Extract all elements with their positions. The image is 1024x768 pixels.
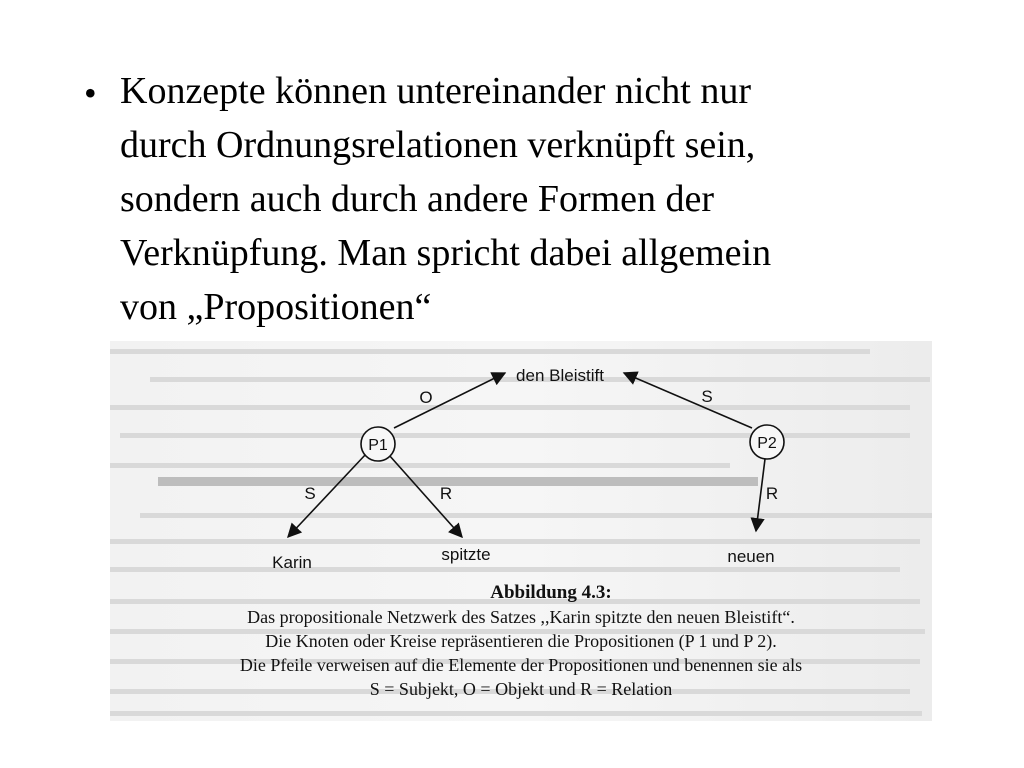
caption-title: Abbildung 4.3:: [490, 582, 612, 603]
edge-p2-neuen: [756, 459, 765, 531]
edge-label-p2-r: R: [765, 484, 779, 503]
bullet-line: Konzepte können untereinander nicht nur: [120, 70, 751, 112]
bullet-line: von „Propositionen“: [120, 286, 432, 328]
bullet-text: [120, 64, 964, 334]
caption-line: S = Subjekt, O = Objekt und R = Relation: [369, 679, 673, 699]
caption-line: Das propositionale Netzwerk des Satzes ,,Karin spitzte den neuen Bleistift“.: [247, 607, 795, 627]
bullet-line: Verknüpfung. Man spricht dabei allgemein: [120, 232, 772, 274]
node-p2: [750, 425, 784, 459]
edge-label-p1-r: R: [439, 484, 453, 503]
edge-p2-bleistift: [624, 373, 752, 428]
term-spitzte: spitzte: [441, 545, 491, 564]
edge-label-p1-s: S: [304, 484, 316, 503]
term-neuen: neuen: [727, 547, 775, 566]
caption-line: Die Knoten oder Kreise repräsentieren die Propositionen (P 1 und P 2).: [265, 631, 777, 651]
edge-p1-karin: [288, 454, 366, 537]
term-den-bleistift: den Bleistift: [516, 366, 604, 385]
node-p2-label: P2: [757, 435, 777, 452]
edge-p1-bleistift: [394, 373, 505, 428]
term-karin: Karin: [272, 553, 312, 572]
bullet-line: durch Ordnungsrelationen verknüpft sein,: [120, 124, 756, 166]
node-p1-label: P1: [368, 437, 388, 454]
scanned-figure: [110, 341, 932, 721]
bullet-dot: •: [84, 73, 97, 113]
figure-caption: [110, 581, 932, 701]
node-p1: [361, 427, 395, 461]
bullet-item: [84, 64, 964, 334]
bullet-line: sondern auch durch andere Formen der: [120, 178, 715, 220]
caption-line: Die Pfeile verweisen auf die Elemente der Propositionen und benennen sie als: [239, 655, 803, 675]
edge-label-p2-s: S: [701, 387, 713, 406]
edge-label-p1-o: O: [419, 388, 433, 407]
